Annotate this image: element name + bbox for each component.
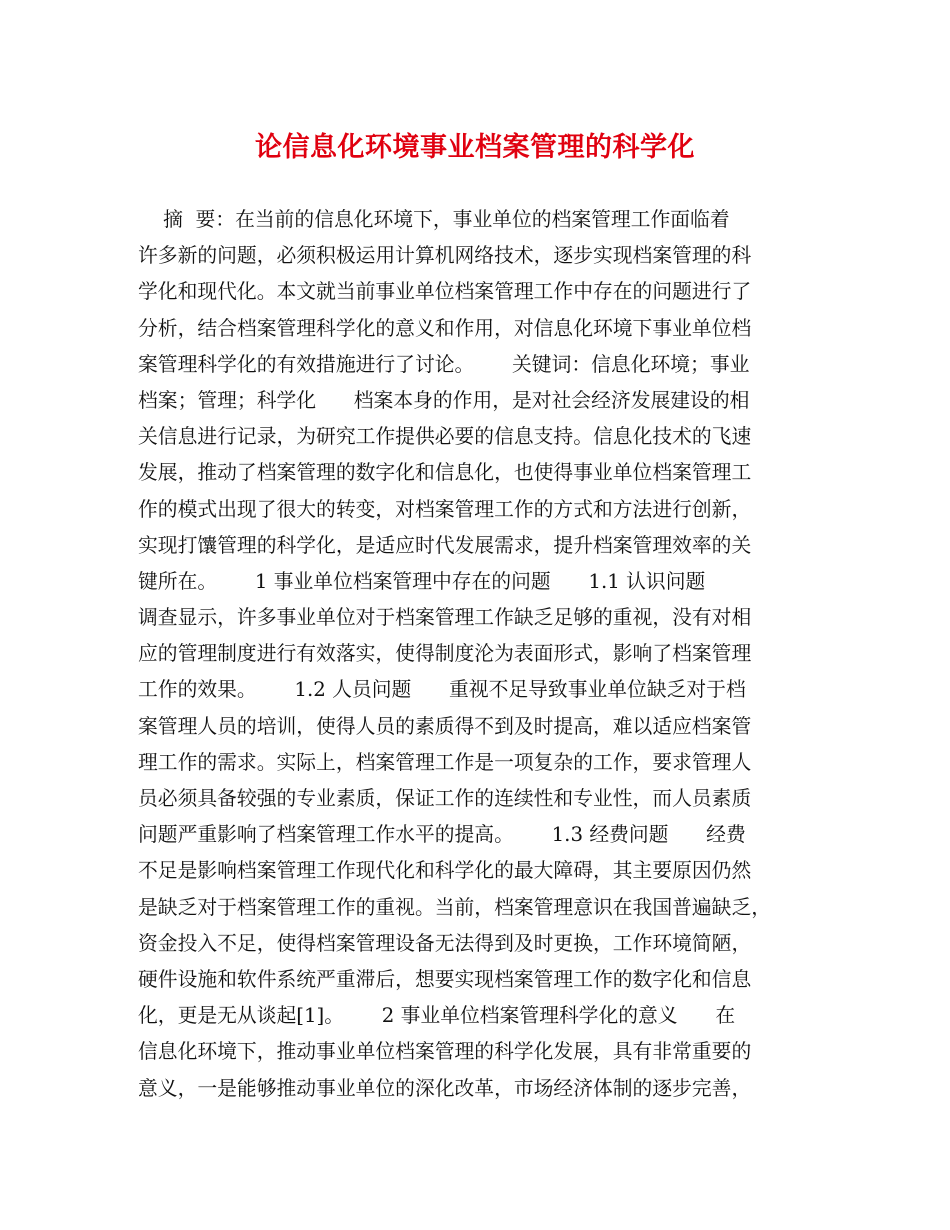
body-line: 发展，推动了档案管理的数字化和信息化，也使得事业单位档案管理工 — [138, 461, 752, 485]
document-title: 论信息化环境事业档案管理的科学化 — [255, 132, 695, 163]
body-line: 案管理人员的培训，使得人员的素质得不到及时提高，难以适应档案管 — [138, 714, 752, 738]
body-line: 作的模式出现了很大的转变，对档案管理工作的方式和方法进行创新， — [138, 497, 752, 521]
document-body — [138, 202, 828, 1107]
body-line: 硬件设施和软件系统严重滞后，想要实现档案管理工作的数字化和信息 — [138, 967, 752, 991]
body-line: 问题严重影响了档案管理工作水平的提高。 1.3 经费问题 经费 — [138, 823, 746, 847]
body-line: 实现打馕管理的科学化，是适应时代发展需求，提升档案管理效率的关 — [138, 533, 752, 557]
body-line: 不足是影响档案管理工作现代化和科学化的最大障碍，其主要原因仍然 — [138, 859, 752, 883]
body-line: 学化和现代化。本文就当前事业单位档案管理工作中存在的问题进行了 — [138, 280, 752, 304]
body-line: 档案；管理；科学化 档案本身的作用，是对社会经济发展建设的相 — [138, 388, 750, 412]
body-line: 工作的效果。 1.2 人员问题 重视不足导致事业单位缺乏对于档 — [138, 678, 746, 702]
body-line: 关信息进行记录，为研究工作提供必要的信息支持。信息化技术的飞速 — [138, 425, 752, 449]
body-line: 许多新的问题，必须积极运用计算机网络技术，逐步实现档案管理的科 — [138, 244, 752, 268]
body-line: 资金投入不足，使得档案管理设备无法得到及时更换，工作环境简陋， — [138, 931, 752, 955]
body-line: 应的管理制度进行有效落实，使得制度沦为表面形式，影响了档案管理 — [138, 642, 752, 666]
body-line: 是缺乏对于档案管理工作的重视。当前，档案管理意识在我国普遍缺乏， — [138, 895, 772, 919]
body-line: 员必须具备较强的专业素质，保证工作的连续性和专业性，而人员素质 — [138, 787, 752, 810]
body-line: 案管理科学化的有效措施进行了讨论。 关键词：信息化环境；事业 — [138, 352, 750, 376]
body-line: 键所在。 1 事业单位档案管理中存在的问题 1.1 认识问题 — [138, 569, 706, 593]
body-line: 信息化环境下，推动事业单位档案管理的科学化发展，具有非常重要的 — [138, 1040, 752, 1064]
body-line: 意义，一是能够推动事业单位的深化改革，市场经济体制的逐步完善， — [138, 1076, 752, 1100]
body-line: 化，更是无从谈起[1]。 2 事业单位档案管理科学化的意义 在 — [138, 1004, 736, 1028]
body-line: 理工作的需求。实际上，档案管理工作是一项复杂的工作，要求管理人 — [138, 750, 752, 774]
body-line: 摘 要：在当前的信息化环境下，事业单位的档案管理工作面临着 — [138, 208, 730, 231]
body-line: 调查显示，许多事业单位对于档案管理工作缺乏足够的重视，没有对相 — [138, 606, 752, 630]
body-line: 分析，结合档案管理科学化的意义和作用，对信息化环境下事业单位档 — [138, 316, 752, 340]
